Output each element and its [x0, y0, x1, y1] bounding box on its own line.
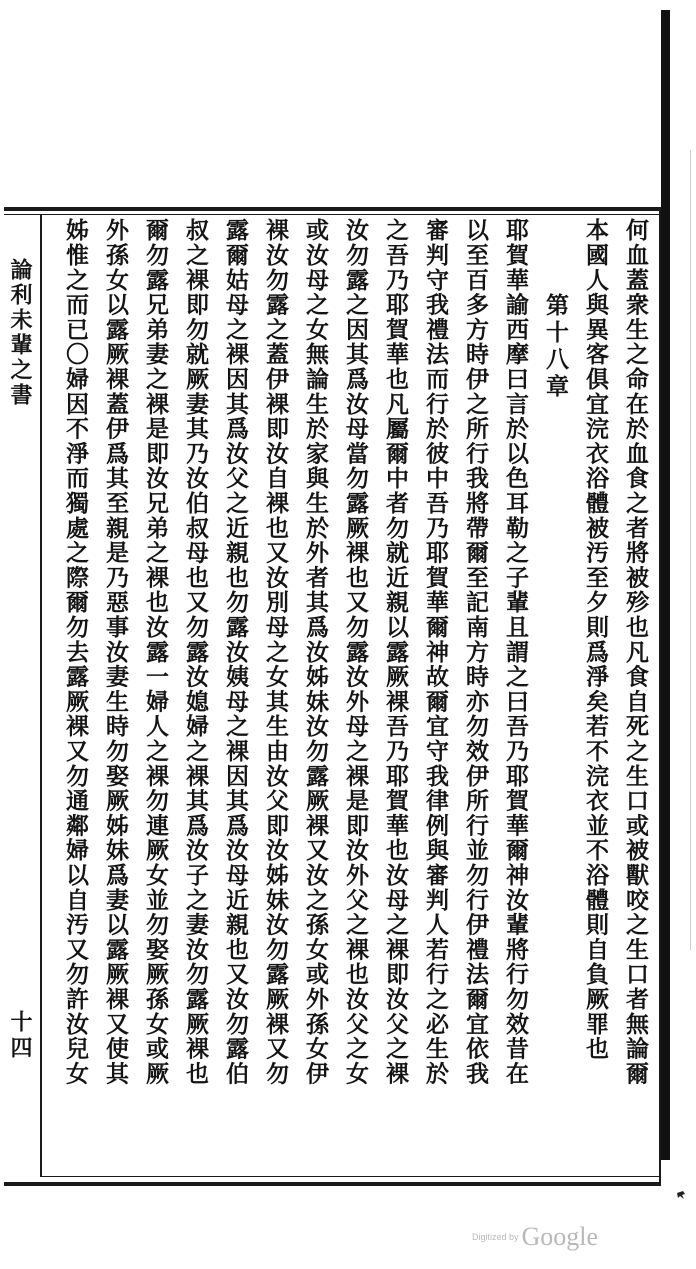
- ink-speck: [676, 1190, 686, 1200]
- text-column: 耶賀華諭西摩曰言於以色耳勒之子輩且謂之曰吾乃耶賀華爾神汝輩將行勿效昔在: [502, 218, 529, 1086]
- text-column: 露爾姑母之裸因其爲汝父之近親也勿露汝姨母之裸因其爲汝母近親也又汝勿露伯: [222, 218, 249, 1086]
- text-column: 外孫女以露厥裸蓋伊爲其至親是乃惡事汝妻生時勿娶厥姊妹爲妻以露厥裸又使其: [102, 218, 129, 1086]
- digitized-watermark: [472, 1222, 598, 1252]
- text-column: 以至百多方時伊之所行我將帶爾至記南方時亦勿效伊所行並勿行伊禮法爾宜依我: [462, 218, 489, 1086]
- google-logo: Google: [521, 1222, 599, 1251]
- text-column: 裸汝勿露之蓋伊裸即汝自裸也又汝別母之女其生由汝父即汝姊妹汝勿露厥裸又勿: [262, 218, 289, 1086]
- page-edge-line: [690, 150, 691, 950]
- text-column: 汝勿露之因其爲汝母當勿露厥裸也又勿露汝外母之裸是即汝外父之裸也汝父之女: [342, 218, 369, 1086]
- text-column: 或汝母之女無論生於家與生於外者其爲汝姊妹汝勿露厥裸又汝之孫女或外孫女伊: [302, 218, 329, 1086]
- chapter-heading: 第十八章: [542, 293, 569, 401]
- text-column: 叔之裸即勿就厥妻其乃汝伯叔母也又勿露汝媳婦之裸其爲汝子之妻汝勿露厥裸也: [182, 218, 209, 1086]
- text-column: 審判守我禮法而行於彼中吾乃耶賀華爾神故爾宜守我律例與審判人若行之必生於: [422, 218, 449, 1086]
- text-column: 本國人與異客俱宜浣衣浴體被汚至夕則爲淨矣若不浣衣並不浴體則自負厥罪也: [582, 218, 609, 1062]
- frame-top-inner-rule: [4, 214, 660, 215]
- watermark-prefix: Digitized by: [472, 1232, 519, 1242]
- text-column: 何血蓋衆生之命在於血食之者將被殄也凡食自死之生口或被獸咬之生口者無論爾: [622, 218, 649, 1086]
- text-column: 姊惟之而已〇婦因不淨而獨處之際爾勿去露厥裸又勿通鄰婦以自汚又勿許汝兒女: [62, 218, 89, 1086]
- text-column: 之吾乃耶賀華也凡屬爾中者勿就近親以露厥裸吾乃耶賀華也汝母之裸即汝父之裸: [382, 218, 409, 1086]
- frame-top-rule: [4, 207, 660, 211]
- margin-divider: [40, 214, 42, 1177]
- binding-edge: [661, 10, 670, 1160]
- frame-right-rule: [659, 207, 661, 1186]
- page-number: 十四: [7, 1010, 33, 1062]
- text-column: 爾勿露兄弟妻之裸是即汝兄弟之裸也汝露一婦人之裸勿連厥女並勿娶厥孫女或厥: [142, 218, 169, 1086]
- margin-book-title: 論利未輩之書: [7, 258, 33, 408]
